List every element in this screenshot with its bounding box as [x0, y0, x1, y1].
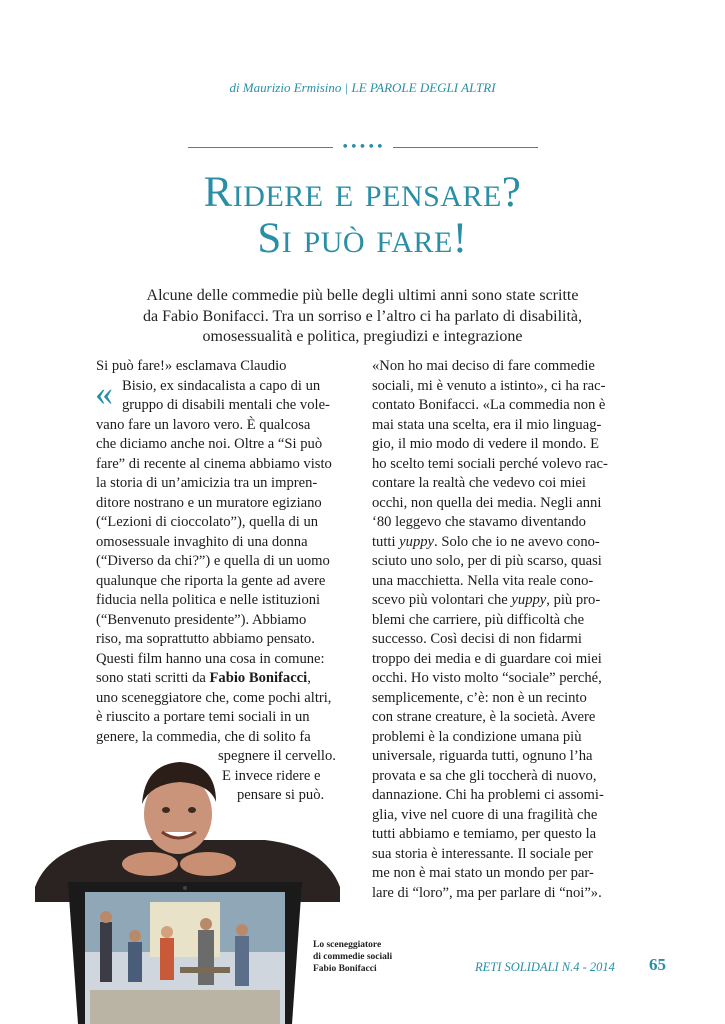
text-line: gio, il mio modo di vedere il mondo. E	[372, 436, 599, 452]
text-line: dannazione. Chi ha problemi ci assomi-	[372, 787, 604, 803]
text-fragment: sono stati scritti da	[96, 670, 206, 686]
text-line: mai stata una scelta, era il mio linguag-	[372, 416, 602, 433]
text-line: qualunque che riporta la gente ad avere	[96, 572, 326, 589]
text-line: ‘80 leggevo che stavamo diventando	[372, 514, 586, 530]
title-line-2: Si può fare!	[257, 215, 468, 262]
article-subtitle	[100, 286, 625, 348]
text-line: sciuto uno solo, per di più scarso, quasi	[372, 553, 602, 569]
text-line: sociali, mi è venuto a istinto», ci ha rac-	[372, 377, 606, 394]
text-line: pensare si può.	[237, 787, 325, 803]
page-number: 65	[649, 955, 666, 974]
text-line-with-italic	[372, 591, 632, 611]
text-line: fiducia nella politica e nelle istituzioni	[96, 592, 321, 608]
text-line: successo. Così decisi di non fidarmi	[372, 631, 582, 647]
text-line: ho scelto temi sociali perché volevo rac-	[372, 455, 608, 472]
caption-line-2: di commedie sociali	[313, 952, 393, 962]
text-line: è riuscito a portare temi sociali in un	[96, 709, 310, 725]
text-line: riso, ma soprattutto abbiamo pensato.	[96, 631, 315, 647]
text-line: Questi film hanno una cosa in comune:	[96, 650, 325, 667]
text-line: «Non ho mai deciso di fare commedie	[372, 358, 595, 374]
subtitle-line-3: omosessualità e politica, pregiudizi e integrazione	[202, 328, 523, 345]
text-line: (“Benvenuto presidente”). Abbiamo	[96, 611, 307, 628]
text-line: troppo dei media e di guardare coi miei	[372, 650, 602, 667]
title-line-1: Ridere e pensare?	[203, 169, 522, 216]
text-line: tutti abbiamo e temiamo, per questo la	[372, 826, 597, 842]
text-line: (“Lezioni di cioccolato”), quella di un	[96, 514, 319, 530]
text-line: gruppo di disabili mentali che vole-	[122, 397, 330, 413]
caption-line-1: Lo sceneggiatore	[313, 940, 382, 950]
text-line: sua storia è interessante. Il sociale per	[372, 845, 593, 862]
text-line: spegnere il cervello.	[218, 748, 336, 764]
text-line: (“Diverso da chi?”) e quella di un uomo	[96, 553, 330, 569]
right-column	[372, 357, 632, 903]
italic-word: yuppy	[399, 533, 435, 550]
text-fragment: ,	[307, 670, 311, 686]
photo-caption	[313, 939, 433, 975]
article-title	[0, 170, 725, 262]
text-line-with-name	[96, 669, 358, 689]
text-fragment: , più pro-	[546, 592, 601, 608]
text-line: genere, la commedia, che di solito fa	[96, 728, 311, 745]
text-line: una macchietta. Nella vita reale cono-	[372, 572, 594, 589]
ornament-dots: •••••	[341, 140, 385, 155]
text-line: con strane creature, è la società. Avere	[372, 709, 596, 725]
text-line: vano fare un lavoro vero. È qualcosa	[96, 416, 311, 433]
text-line: occhi, non quella dei media. Negli anni	[372, 494, 602, 511]
text-line: fare” di recente al cinema abbiamo visto	[96, 455, 332, 472]
author-photo	[30, 762, 345, 1024]
text-line-with-italic	[372, 533, 632, 553]
opening-quote-mark: «	[95, 373, 113, 413]
italic-word: yuppy	[511, 592, 547, 608]
text-line: Bisio, ex sindacalista a capo di un	[122, 377, 321, 394]
subtitle-line-1: Alcune delle commedie più belle degli ultimi anni sono state scritte	[146, 287, 579, 304]
text-line: blemi che carriere, più difficoltà che	[372, 611, 585, 628]
text-line: semplicemente, c’è: non è un recinto	[372, 689, 587, 706]
text-line: Si può fare!» esclamava Claudio	[96, 358, 287, 374]
text-line: contare la realtà che vedevo coi miei	[372, 475, 586, 491]
text-fragment: . Solo che io ne avevo cono-	[434, 533, 600, 550]
text-line: omosessuale invaghito di una donna	[96, 533, 308, 550]
text-line: glia, vive nel cuore di una fragilità che	[372, 806, 598, 823]
text-line: uno sceneggiatore che, come pochi altri,	[96, 689, 332, 706]
text-line: provata e sa che gli toccherà di nuovo,	[372, 767, 597, 784]
footer-magazine: RETI SOLIDALI N.4 - 2014	[475, 960, 615, 974]
text-line: problemi è la condizione umana più	[372, 728, 582, 745]
text-line: lare di “loro”, ma per parlare di “noi”».	[372, 884, 602, 901]
left-column	[96, 357, 358, 806]
text-line: la storia di un’amicizia tra un impren-	[96, 475, 318, 491]
byline: di Maurizio Ermisino | LE PAROLE DEGLI ALTRI	[229, 80, 496, 95]
text-line: contato Bonifacci. «La commedia non è	[372, 397, 606, 413]
text-line: che diciamo anche noi. Oltre a “Si può	[96, 436, 323, 452]
text-line: me non è mai stato un mondo per par-	[372, 865, 594, 881]
caption-line-3: Fabio Bonifacci	[313, 964, 377, 974]
text-line: occhi. Ho visto molto “sociale” perché,	[372, 670, 602, 686]
text-line: ditore nostrano e un muratore egiziano	[96, 494, 322, 511]
title-ornament	[188, 141, 538, 155]
subtitle-line-2: da Fabio Bonifacci. Tra un sorriso e l’altro ci ha parlato di disabilità,	[142, 307, 582, 325]
text-fragment: scevo più volontari che	[372, 592, 508, 608]
text-line: universale, riguarda tutti, ognuno l’ha	[372, 748, 593, 764]
text-fragment: tutti	[372, 533, 396, 550]
author-name-bold: Fabio Bonifacci	[209, 670, 308, 686]
text-line: E invece ridere e	[222, 767, 321, 784]
